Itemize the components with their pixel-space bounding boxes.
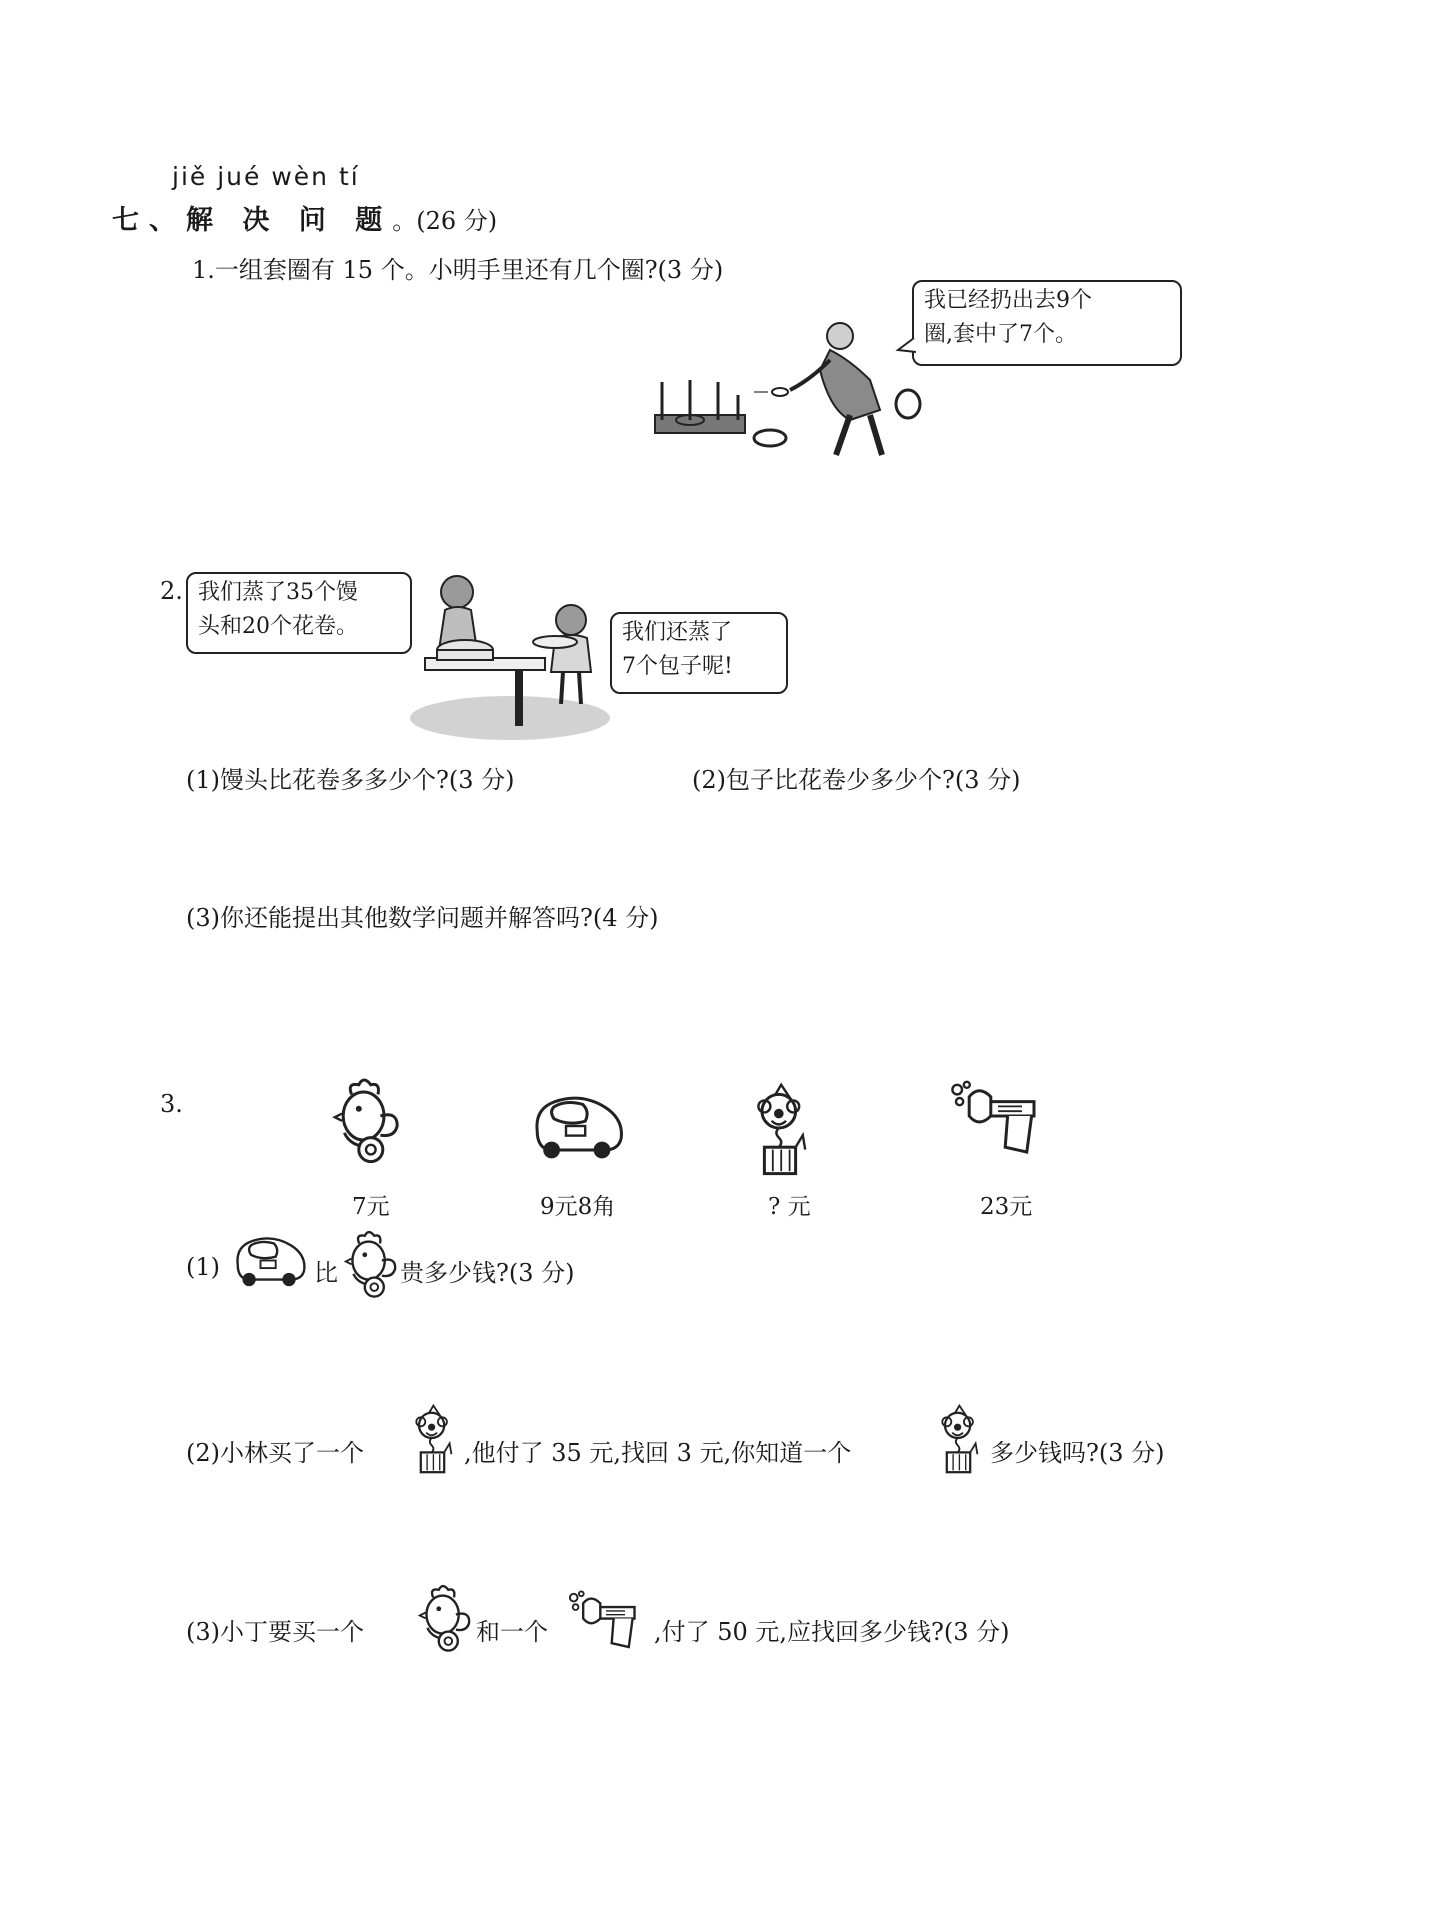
mother-icon [439, 576, 477, 650]
bubble-mother-line-1: 我们蒸了35个馒 [198, 580, 358, 605]
price-clown: ? 元 [768, 1194, 811, 1220]
speech-bubble-mother [186, 572, 412, 654]
bubble-mother-line-2: 头和20个花卷。 [198, 614, 358, 639]
bubble-girl-line-2: 7个包子呢! [622, 654, 733, 679]
section-title: 七、解 决 问 题 [112, 205, 393, 236]
question-2-2: (2)包子比花卷少多少个?(3 分) [692, 766, 1021, 794]
price-chicken: 7元 [352, 1194, 390, 1220]
clown-box-icon [410, 1402, 470, 1482]
bubble-gun-icon [950, 1080, 1050, 1170]
girl-icon [533, 605, 591, 704]
ring-icon [754, 388, 788, 446]
question-3-2-suffix: 多少钱吗?(3 分) [990, 1439, 1165, 1467]
bubble-girl-line-1: 我们还蒸了 [622, 620, 733, 645]
price-car: 9元8角 [540, 1194, 616, 1220]
question-3-2-middle: ,他付了 35 元,找回 3 元,你知道一个 [464, 1439, 852, 1467]
chicken-toy-icon [330, 1080, 410, 1170]
question-2-3: (3)你还能提出其他数学问题并解答吗?(4 分) [186, 904, 659, 932]
toy-car-icon [530, 1090, 630, 1170]
question-3-1-suffix: 贵多少钱?(3 分) [400, 1259, 575, 1287]
speech-bubble-boy [912, 280, 1182, 366]
chicken-toy-icon [416, 1586, 476, 1666]
question-3-2-prefix: (2)小林买了一个 [186, 1439, 364, 1467]
question-3-3-suffix: ,付了 50 元,应找回多少钱?(3 分) [654, 1618, 1010, 1646]
question-1-text: 1.一组套圈有 15 个。小明手里还有几个圈?(3 分) [192, 256, 724, 284]
ring-toss-target-icon [655, 380, 745, 433]
question-3-1-prefix: (1) [186, 1253, 220, 1281]
bubble-boy-line-1: 我已经扔出去9个 [924, 288, 1092, 313]
question-2-number: 2. [160, 577, 183, 605]
toy-car-icon [232, 1232, 312, 1302]
chicken-toy-icon [342, 1232, 402, 1302]
question-3-3-prefix: (3)小丁要买一个 [186, 1618, 364, 1646]
section-score: 。(26 分) [392, 207, 498, 235]
question-3-3-and: 和一个 [476, 1618, 548, 1646]
clown-box-icon [936, 1402, 996, 1482]
speech-bubble-girl [610, 612, 788, 694]
question-2-1: (1)馒头比花卷多多少个?(3 分) [186, 766, 515, 794]
section-heading [112, 198, 497, 237]
steaming-scene-illustration [405, 570, 615, 740]
clown-box-icon [750, 1080, 830, 1180]
section-pinyin: jiě jué wèn tí [172, 162, 360, 191]
bubble-boy-line-2: 圈,套中了7个。 [924, 322, 1077, 347]
bubble-boy-tail [896, 336, 916, 356]
question-3-1-compare: 比 [314, 1259, 338, 1287]
question-3-number: 3. [160, 1090, 183, 1118]
bubble-gun-icon [568, 1590, 658, 1670]
price-gun: 23元 [980, 1194, 1033, 1220]
